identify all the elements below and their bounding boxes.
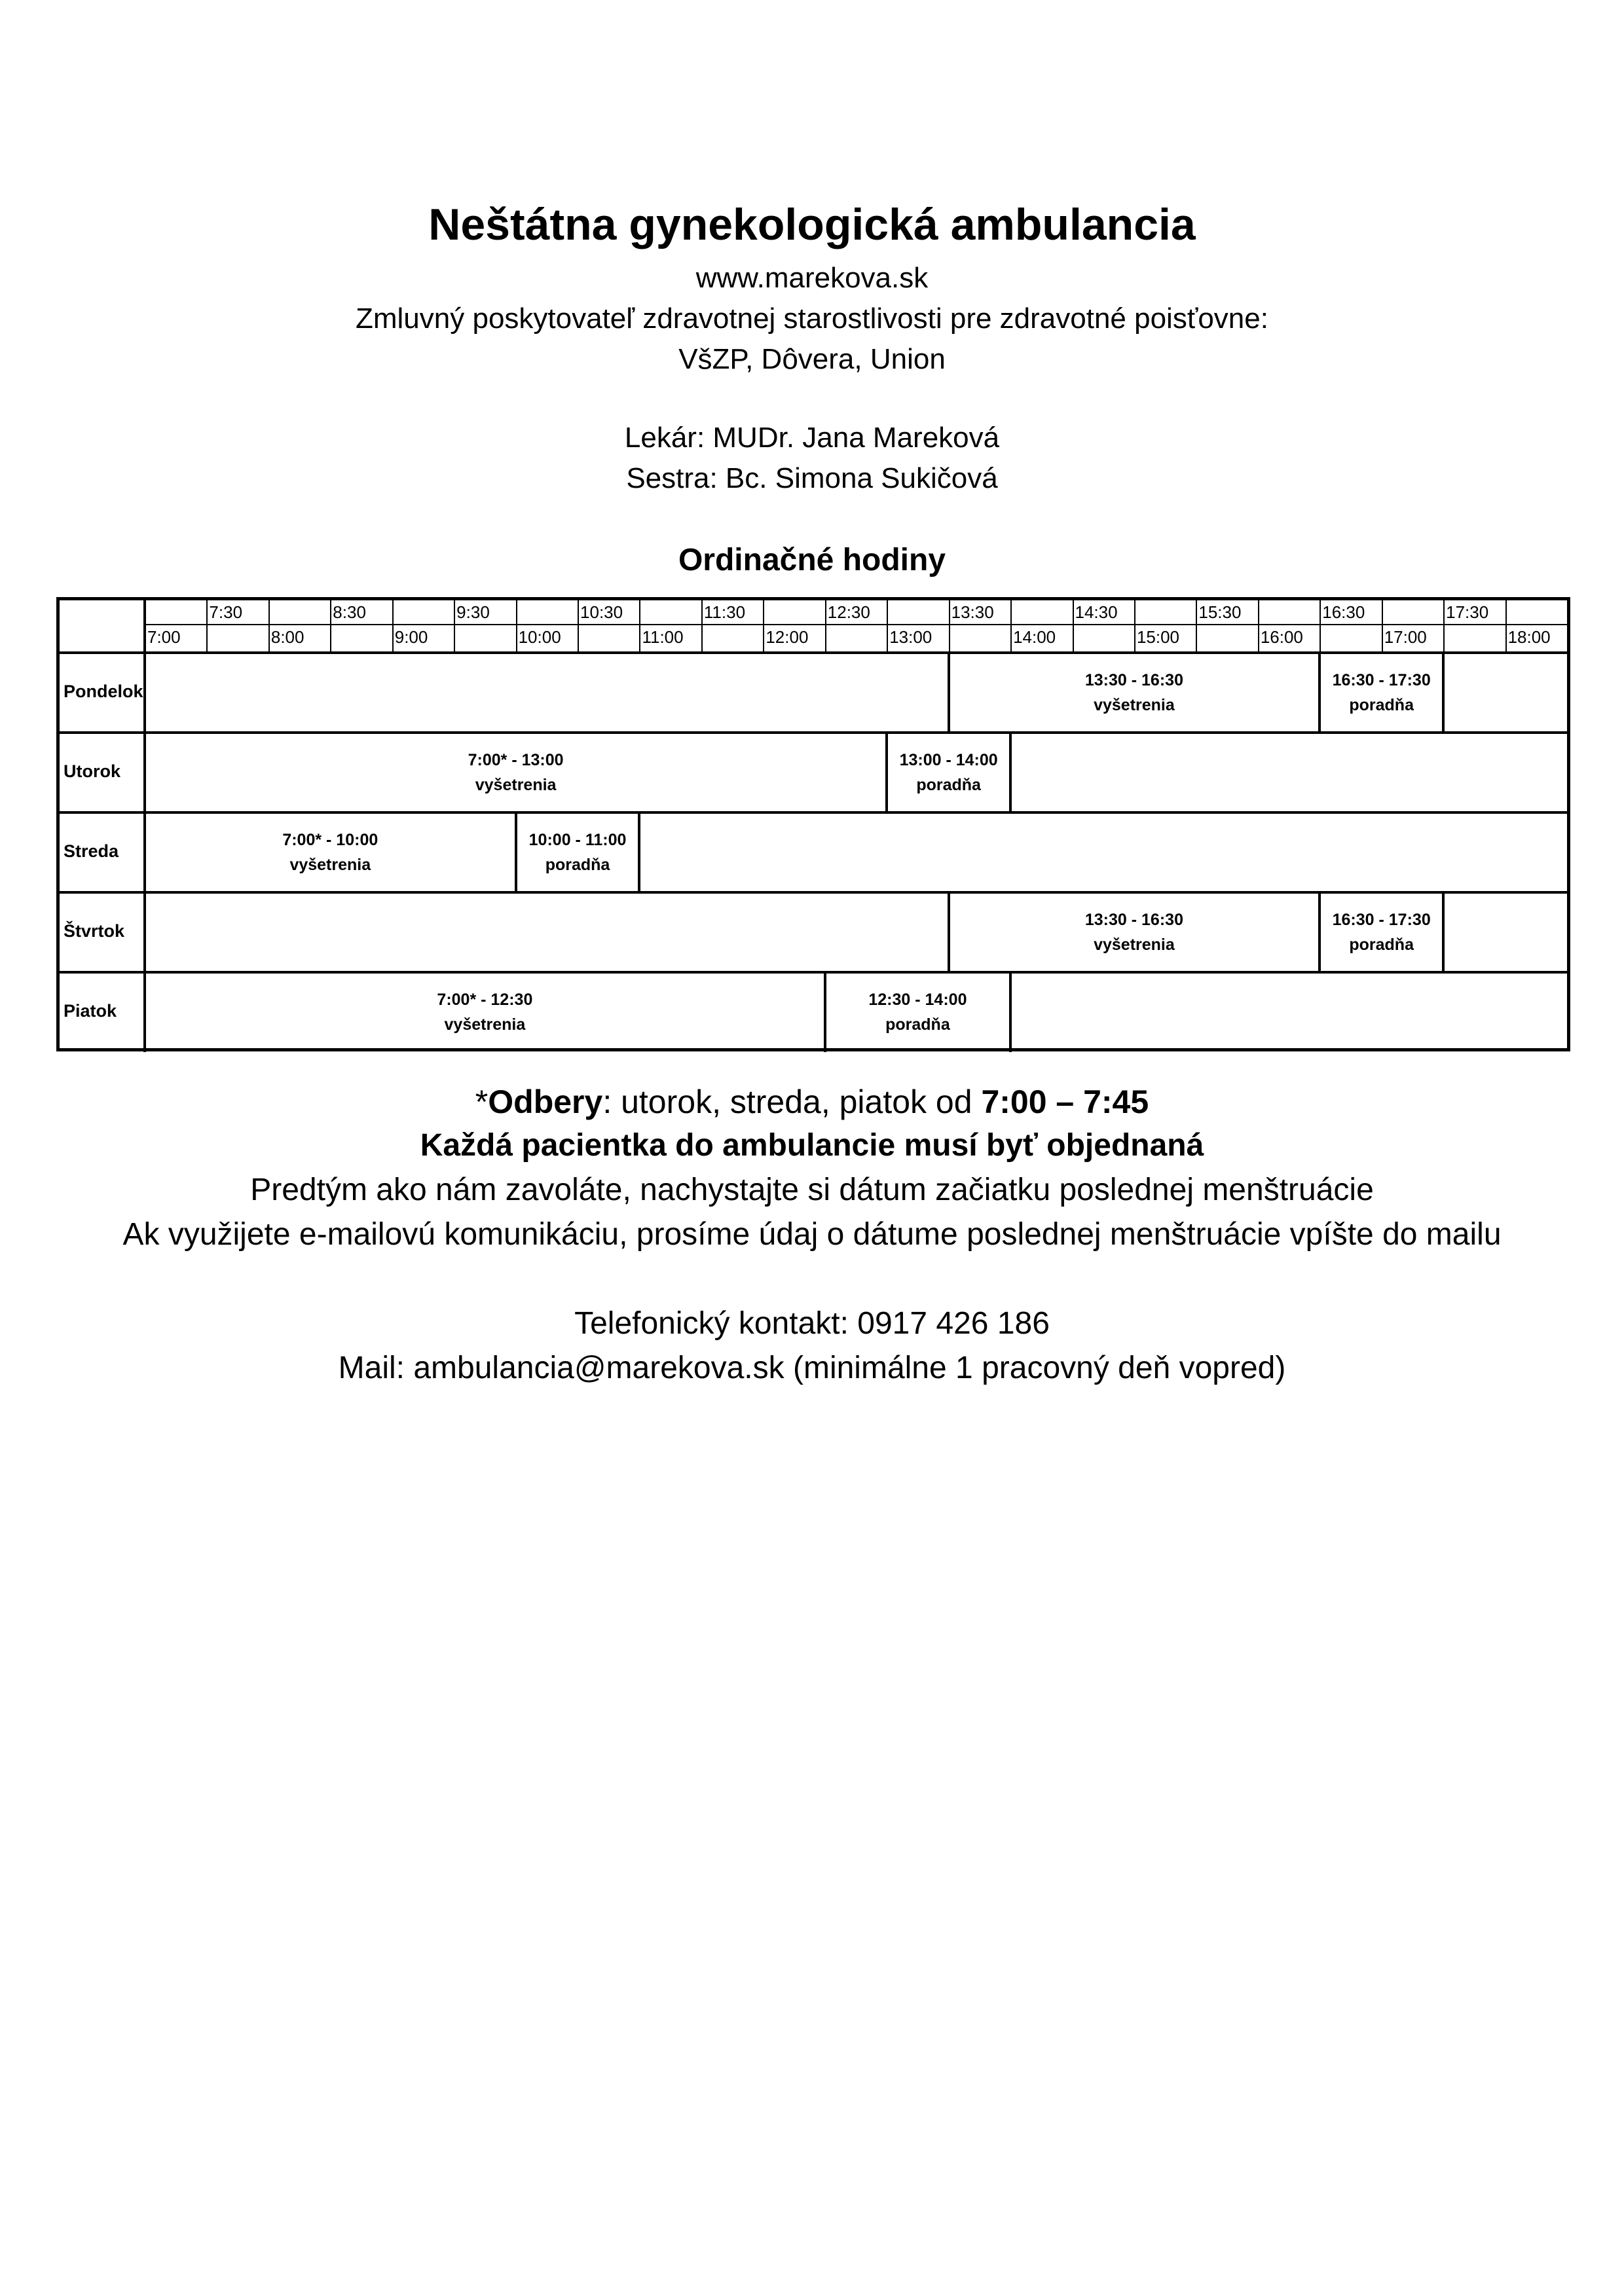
block-type: poradňa [885,1015,950,1034]
counseling-block [887,733,1010,812]
hour-tick: 17:00 [1384,627,1427,647]
appointment-required-note: Každá pacientka do ambulancie musí byť objednaná [420,1128,1204,1163]
block-type: poradňa [1349,936,1414,954]
block-boundary [1318,892,1321,972]
odbery-days: : utorok, streda, piatok od [602,1084,982,1120]
block-time: 7:00* - 12:30 [437,991,533,1009]
hour-tick: 15:00 [1136,627,1180,647]
odbery-time: 7:00 – 7:45 [981,1084,1149,1120]
block-time: 7:00* - 10:00 [282,831,378,849]
block-boundary [1009,972,1012,1052]
day-label: Utorok [64,761,120,781]
nurse-line: Sestra: Bc. Simona Sukičová [626,462,998,494]
schedule-table [56,597,1570,1051]
counseling-block [825,972,1010,1052]
block-type: poradňa [545,856,610,874]
block-time: 13:00 - 14:00 [899,751,998,769]
half-hour-tick: 14:30 [1075,602,1118,622]
hour-tick: 18:00 [1507,627,1551,647]
block-boundary [1318,653,1321,733]
block-type: vyšetrenia [289,856,371,874]
half-hour-tick: 7:30 [209,602,243,622]
block-time: 12:30 - 14:00 [868,991,967,1009]
block-boundary [515,812,517,892]
day-label: Streda [64,841,119,861]
examination-block [145,972,825,1052]
insurers-line: VšZP, Dôvera, Union [678,343,946,375]
hour-tick: 12:00 [766,627,809,647]
half-hour-tick: 12:30 [827,602,870,622]
blood-draw-note [0,1083,1624,1121]
hour-tick: 10:00 [518,627,561,647]
block-type: vyšetrenia [1094,936,1175,954]
hour-tick: 14:00 [1013,627,1056,647]
half-hour-tick: 16:30 [1322,602,1365,622]
preparation-note: Predtým ako nám zavoláte, nachystajte si dátum začiatku poslednej menštruácie [250,1173,1374,1207]
hour-tick: 13:00 [889,627,932,647]
counseling-block [516,812,640,892]
half-hour-tick: 13:30 [951,602,994,622]
hour-tick: 8:00 [270,627,304,647]
half-hour-tick: 8:30 [333,602,366,622]
half-hour-tick: 9:30 [456,602,490,622]
day-label: Štvrtok [64,921,125,941]
block-boundary [1442,653,1445,733]
examination-block [145,733,887,812]
block-boundary [948,653,950,733]
contract-line: Zmluvný poskytovateľ zdravotnej starostlivosti pre zdravotné poisťovne: [356,302,1268,335]
block-boundary [824,972,826,1052]
day-label-divider [143,653,146,733]
page-title: Neštátna gynekologická ambulancia [428,200,1196,249]
counseling-block [1320,653,1443,733]
examination-block [949,892,1320,972]
block-time: 16:30 - 17:30 [1332,911,1431,929]
block-time: 16:30 - 17:30 [1332,671,1431,689]
block-time: 10:00 - 11:00 [528,831,627,849]
block-type: poradňa [916,776,981,794]
email-note: Ak využijete e-mailovú komunikáciu, prosíme údaj o dátume poslednej menštruácie vpíšte do mailu [122,1217,1502,1252]
half-hour-tick: 15:30 [1198,602,1242,622]
hour-tick: 16:00 [1260,627,1303,647]
day-label: Pondelok [64,682,143,701]
odbery-label: Odbery [488,1084,603,1120]
block-type: vyšetrenia [475,776,557,794]
half-hour-tick: 11:30 [703,602,746,622]
block-boundary [1009,733,1012,812]
mail-contact[interactable]: Mail: ambulancia@marekova.sk (minimálne 1 pracovný deň vopred) [338,1351,1286,1385]
hour-tick: 7:00 [147,627,181,647]
block-boundary [885,733,888,812]
block-time: 13:30 - 16:30 [1084,911,1183,929]
block-type: poradňa [1349,696,1414,714]
doctor-line: Lekár: MUDr. Jana Mareková [624,422,1000,454]
counseling-block [1320,892,1443,972]
hour-tick: 11:00 [642,627,684,647]
block-time: 13:30 - 16:30 [1084,671,1183,689]
website-link[interactable]: www.marekova.sk [695,262,929,294]
block-type: vyšetrenia [444,1015,526,1034]
block-boundary [948,892,950,972]
block-type: vyšetrenia [1094,696,1175,714]
day-label: Piatok [64,1001,117,1021]
hour-tick: 9:00 [394,627,428,647]
block-boundary [638,812,640,892]
schedule-title: Ordinačné hodiny [678,543,946,577]
phone-contact[interactable]: Telefonický kontakt: 0917 426 186 [574,1306,1050,1341]
examination-block [949,653,1320,733]
asterisk: * [475,1084,489,1120]
block-boundary [1442,892,1445,972]
examination-block [145,812,516,892]
header-row-line [145,624,1567,625]
half-hour-tick: 10:30 [580,602,623,622]
block-time: 7:00* - 13:00 [468,751,564,769]
half-hour-tick: 17:30 [1446,602,1489,622]
day-label-divider [143,892,146,972]
